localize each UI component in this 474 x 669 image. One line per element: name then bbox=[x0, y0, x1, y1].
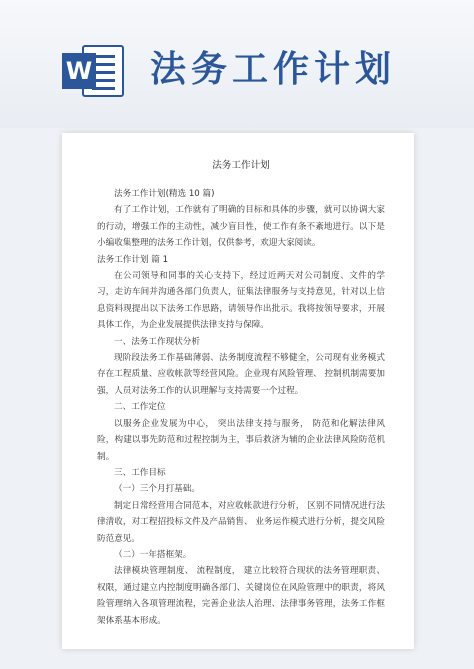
paragraph-3: 以服务企业发展为中心， 突出法律支持与服务， 防范和化解法律风险，构建以事先防范和过程控制为主，事后救济为辅的企业法律风险防范机制。 bbox=[97, 418, 385, 462]
paragraph-1: 在公司领导和同事的关心支持下，经过近两天对公司制度、文件的学习，走访车间并沟通各部门负责人，征集法律服务与支持意见，针对以上信息资料现提出以下法务工作思路，请领导作出批示。我将按领导要求，开展具体工作，为企业发展提供法律支持与保障。 bbox=[97, 271, 385, 331]
subsection-heading-1: （一）三个月打基础。 bbox=[114, 484, 200, 495]
section-heading-3: 三、工作目标 bbox=[114, 467, 166, 478]
paragraph-5: 法律模块管理制度、 流程制度， 建立比较符合现状的法务管理职责、 权限，通过建立内控制度明确各部门、关键岗位在风险管理中的职责，将风险管理纳入各项管理流程，完善企业法人治理、法律事务管理，法务工作框架体系基本形成。 bbox=[97, 566, 385, 626]
banner bbox=[0, 0, 474, 128]
section-heading-2: 二、工作定位 bbox=[114, 402, 166, 413]
word-document-icon bbox=[62, 45, 124, 97]
document-subtitle: 法务工作计划(精选 10 篇) bbox=[114, 189, 215, 199]
intro-paragraph: 有了工作计划，工作就有了明确的目标和具体的步骤，就可以协调大家的行动，增强工作的主动性，减少盲目性，使工作有条不紊地进行。以下是小编收集整理的法务工作计划，仅供参考，欢迎大家阅读。 bbox=[97, 205, 385, 249]
banner-title: 法务工作计划 bbox=[150, 49, 397, 90]
word-w-badge: W bbox=[62, 53, 96, 89]
paragraph-2: 现阶段法务工作基础薄弱、法务制度流程不够健全，公司现有业务模式存在工程质量、应收帐款等经营风险。企业现有风险管理、 控制机制需要加强，人员对法务工作的认识理解与支持需要一个过程。 bbox=[97, 353, 385, 396]
document-body bbox=[97, 158, 385, 629]
document-title: 法务工作计划 bbox=[212, 160, 270, 171]
section-heading-1: 一、法务工作现状分析 bbox=[114, 336, 200, 347]
chapter-heading: 法务工作计划 篇 1 bbox=[97, 254, 169, 265]
document-page bbox=[62, 133, 414, 649]
paragraph-4: 制定日常经营用合同范本，对应收帐款进行分析， 区别不同情况进行法律清收，对工程招投标文件及产品销售、 业务运作模式进行分析，提交风险防范意见。 bbox=[97, 500, 385, 544]
subsection-heading-2: （二）一年搭框架。 bbox=[114, 549, 192, 560]
